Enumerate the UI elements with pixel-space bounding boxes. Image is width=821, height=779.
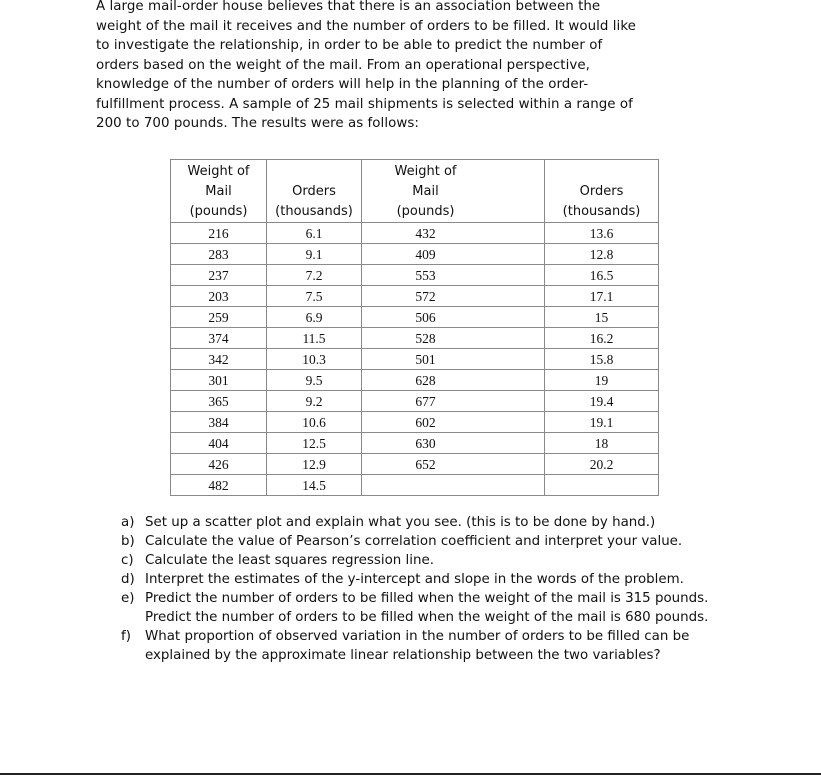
cell-weight: 203: [171, 286, 267, 307]
data-table: [170, 159, 659, 496]
cell-orders: 10.3: [267, 349, 362, 370]
cell-orders: 19: [545, 370, 659, 391]
table-row: [171, 265, 659, 286]
column-header-weight-2: Weight of Mail (pounds): [362, 160, 545, 223]
question-item: [121, 532, 741, 551]
question-label: a): [121, 515, 135, 530]
bottom-divider: [0, 773, 821, 775]
cell-orders: 9.1: [267, 244, 362, 265]
question-label: f): [121, 629, 131, 644]
cell-weight: 553: [362, 265, 545, 286]
cell-weight: 342: [171, 349, 267, 370]
cell-orders: 9.2: [267, 391, 362, 412]
cell-orders: 16.5: [545, 265, 659, 286]
problem-intro: A large mail-order house believes that there is an association between the weight of the mail it receives and the number of orders to be filled. It would like to investigate the relationship, in order to be able to predict the number of orders based on the weight of the mail. From an operational perspective, knowledge of the number of orders will help in the planning of the order- fulfillment process. A sample of 25 mail shipments is selected within a range of 200 to 700 pounds. The results were as follows:: [96, 0, 636, 131]
cell-weight: 628: [362, 370, 545, 391]
cell-orders: 14.5: [267, 475, 362, 496]
cell-orders: 10.6: [267, 412, 362, 433]
question-text: Predict the number of orders to be filled when the weight of the mail is 315 pounds. Predict the number of orders to be filled when the weight of the mail is 680 pounds.: [145, 591, 709, 625]
cell-weight: 432: [362, 223, 545, 244]
question-label: b): [121, 534, 135, 549]
cell-weight: 365: [171, 391, 267, 412]
table-row: [171, 286, 659, 307]
question-label: d): [121, 572, 135, 587]
question-text: What proportion of observed variation in the number of orders to be filled can be explained by the approximate linear relationship between the two variables?: [145, 629, 690, 663]
cell-orders: 13.6: [545, 223, 659, 244]
cell-orders: 6.1: [267, 223, 362, 244]
cell-orders: [545, 475, 659, 496]
table-row: [171, 328, 659, 349]
question-list: [121, 513, 741, 665]
cell-weight: [362, 475, 545, 496]
cell-weight: 652: [362, 454, 545, 475]
cell-orders: 15: [545, 307, 659, 328]
cell-orders: 12.9: [267, 454, 362, 475]
cell-orders: 19.1: [545, 412, 659, 433]
cell-orders: 15.8: [545, 349, 659, 370]
table-row: [171, 349, 659, 370]
table-body: [171, 223, 659, 496]
question-text: Interpret the estimates of the y-intercept and slope in the words of the problem.: [145, 572, 684, 587]
cell-weight: 482: [171, 475, 267, 496]
cell-weight: 528: [362, 328, 545, 349]
question-item: [121, 551, 741, 570]
table-row: [171, 307, 659, 328]
table-row: [171, 433, 659, 454]
table-row: [171, 475, 659, 496]
cell-orders: 18: [545, 433, 659, 454]
question-text: Set up a scatter plot and explain what you see. (this is to be done by hand.): [145, 515, 656, 530]
cell-weight: 216: [171, 223, 267, 244]
question-item: [121, 570, 741, 589]
cell-weight: 384: [171, 412, 267, 433]
cell-orders: 7.5: [267, 286, 362, 307]
cell-weight: 409: [362, 244, 545, 265]
cell-orders: 19.4: [545, 391, 659, 412]
table-header-row: [171, 160, 659, 223]
question-item: [121, 513, 741, 532]
cell-weight: 374: [171, 328, 267, 349]
cell-weight: 404: [171, 433, 267, 454]
cell-weight: 283: [171, 244, 267, 265]
cell-weight: 572: [362, 286, 545, 307]
question-label: c): [121, 553, 134, 568]
cell-weight: 426: [171, 454, 267, 475]
cell-weight: 301: [171, 370, 267, 391]
cell-weight: 630: [362, 433, 545, 454]
cell-weight: 259: [171, 307, 267, 328]
cell-weight: 677: [362, 391, 545, 412]
cell-weight: 602: [362, 412, 545, 433]
table-row: [171, 454, 659, 475]
question-item: [121, 589, 741, 627]
cell-orders: 12.8: [545, 244, 659, 265]
cell-orders: 16.2: [545, 328, 659, 349]
column-header-weight-1: Weight of Mail (pounds): [171, 160, 267, 223]
question-text: Calculate the least squares regression line.: [145, 553, 434, 568]
cell-weight: 237: [171, 265, 267, 286]
cell-orders: 7.2: [267, 265, 362, 286]
table-row: [171, 391, 659, 412]
cell-orders: 12.5: [267, 433, 362, 454]
table-row: [171, 244, 659, 265]
column-header-orders-1: Orders (thousands): [267, 160, 362, 223]
question-label: e): [121, 591, 135, 606]
table-row: [171, 370, 659, 391]
cell-weight: 506: [362, 307, 545, 328]
cell-weight: 501: [362, 349, 545, 370]
table-row: [171, 223, 659, 244]
cell-orders: 9.5: [267, 370, 362, 391]
table-row: [171, 412, 659, 433]
column-header-orders-2: Orders (thousands): [545, 160, 659, 223]
question-item: [121, 627, 741, 665]
cell-orders: 6.9: [267, 307, 362, 328]
question-text: Calculate the value of Pearson’s correlation coefficient and interpret your value.: [145, 534, 683, 549]
cell-orders: 11.5: [267, 328, 362, 349]
cell-orders: 20.2: [545, 454, 659, 475]
cell-orders: 17.1: [545, 286, 659, 307]
